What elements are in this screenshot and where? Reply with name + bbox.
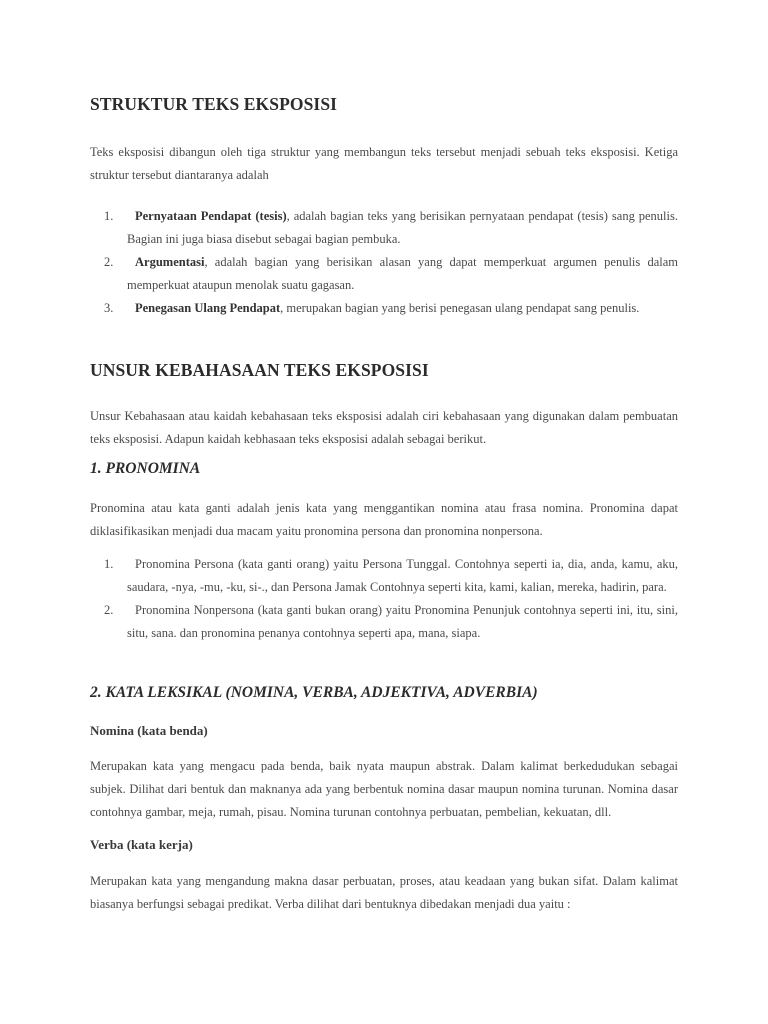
list-text: , adalah bagian teks yang berisikan pernyataan pendapat (tesis) sang penulis. Bagian ini juga biasa disebut sebagai bagian pembuka.	[127, 209, 678, 246]
list-text: Pronomina Nonpersona (kata ganti bukan orang) yaitu Pronomina Penunjuk contohnya seperti ini, itu, sini, situ, sana. dan pronomina penanya contohnya seperti apa, mana, siapa.	[127, 603, 678, 640]
list-text: Pronomina Persona (kata ganti orang) yaitu Persona Tunggal. Contohnya seperti ia, dia, anda, kamu, aku, saudara, -nya, -mu, -ku, si-., dan Persona Jamak Contohnya seperti kita, kami, kalian, mereka, hadirin, para.	[127, 557, 678, 594]
list-text: , merupakan bagian yang berisi penegasan ulang pendapat sang penulis.	[280, 301, 640, 315]
list-number: 1.	[104, 557, 114, 571]
unsur-intro-paragraph: Unsur Kebahasaan atau kaidah kebahasaan teks eksposisi adalah ciri kebahasaan yang digunakan dalam pembuatan teks eksposisi. Adapun kaidah kebhasaan teks eksposisi adalah sebagai berikut.	[90, 409, 678, 446]
nomina-paragraph: Merupakan kata yang mengacu pada benda, baik nyata maupun abstrak. Dalam kalimat berkedudukan sebagai subjek. Dilihat dari bentuk dan maknanya ada yang berbentuk nomina dasar maupun nomina turunan. Nomina dasar contohnya gambar, meja, rumah, pisau. Nomina turunan contohnya perbuatan, pembelian, kekuatan, dll.	[90, 759, 678, 819]
heading-pronomina: 1. PRONOMINA	[90, 460, 201, 477]
struktur-list	[90, 205, 678, 320]
section-title-unsur: UNSUR KEBAHASAAN TEKS EKSPOSISI	[90, 360, 429, 380]
list-item	[90, 205, 678, 251]
list-item	[90, 297, 678, 320]
pronomina-paragraph: Pronomina atau kata ganti adalah jenis kata yang menggantikan nomina atau frasa nomina. Pronomina dapat diklasifikasikan menjadi dua macam yaitu pronomina persona dan pronomina nonpersona.	[90, 501, 678, 538]
struktur-intro-paragraph: Teks eksposisi dibangun oleh tiga struktur yang membangun teks tersebut menjadi sebuah teks eksposisi. Ketiga struktur tersebut diantaranya adalah	[90, 145, 678, 182]
list-item	[90, 553, 678, 599]
list-number: 2.	[104, 255, 114, 269]
list-number: 2.	[104, 603, 114, 617]
list-term: Argumentasi	[135, 255, 205, 269]
list-item	[90, 251, 678, 297]
term-verba: Verba (kata kerja)	[90, 837, 193, 852]
list-term: Penegasan Ulang Pendapat	[135, 301, 281, 315]
heading-kata-leksikal: 2. KATA LEKSIKAL (NOMINA, VERBA, ADJEKTIVA, ADVERBIA)	[90, 684, 538, 701]
pronomina-list	[90, 553, 678, 645]
section-title-struktur: STRUKTUR TEKS EKSPOSISI	[90, 94, 338, 114]
verba-paragraph: Merupakan kata yang mengandung makna dasar perbuatan, proses, atau keadaan yang bukan sifat. Dalam kalimat biasanya berfungsi sebagai predikat. Verba dilihat dari bentuknya dibedakan menjadi dua yaitu :	[90, 874, 678, 911]
term-nomina: Nomina (kata benda)	[90, 723, 208, 738]
list-text: , adalah bagian yang berisikan alasan yang dapat memperkuat argumen penulis dalam memperkuat ataupun menolak suatu gagasan.	[127, 255, 678, 292]
list-term: Pernyataan Pendapat (tesis)	[135, 209, 287, 223]
list-number: 1.	[104, 209, 114, 223]
list-number: 3.	[104, 301, 114, 315]
list-item	[90, 599, 678, 645]
